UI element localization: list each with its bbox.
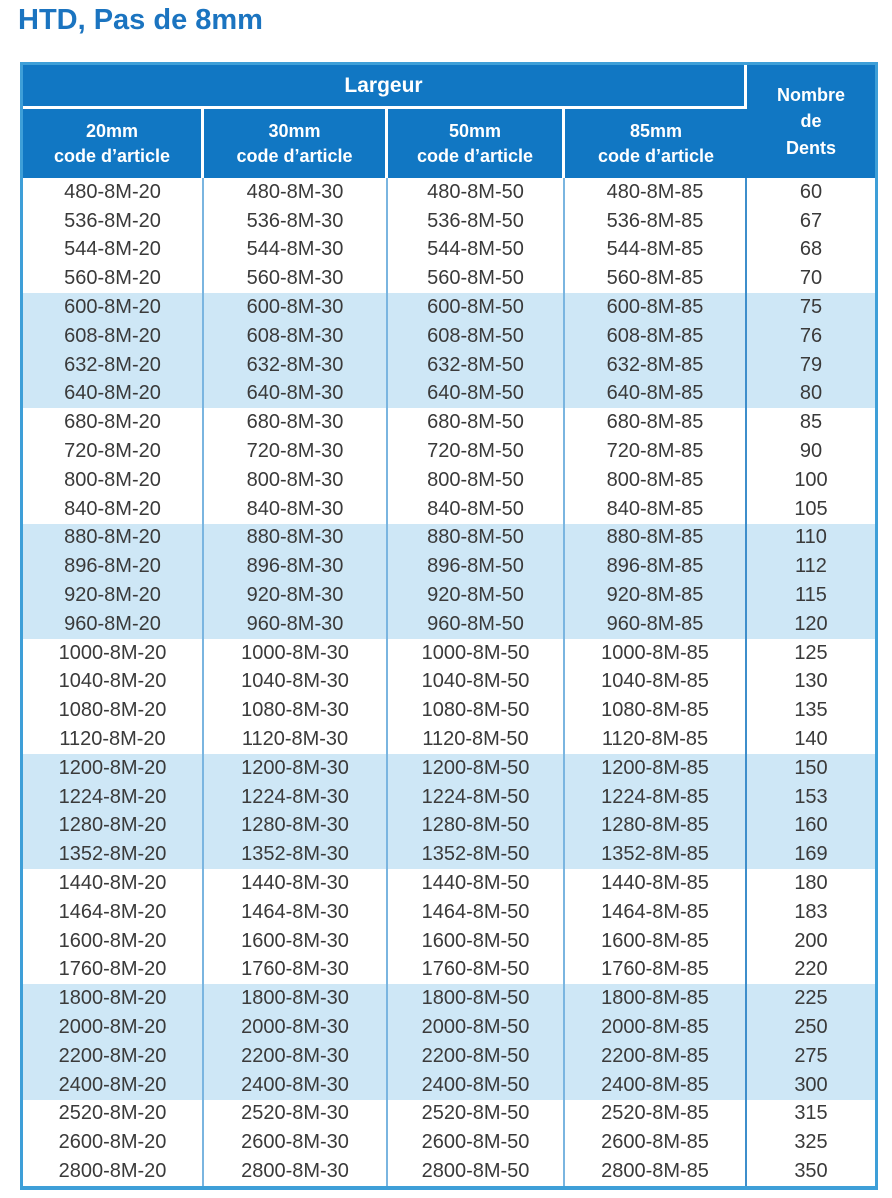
width-label: 50mm [448,121,502,142]
code-cell: 920-8M-30 [204,581,388,610]
code-cell: 2600-8M-85 [565,1128,747,1157]
code-cell: 2200-8M-85 [565,1042,747,1071]
table-row [23,236,875,265]
code-cell: 640-8M-85 [565,380,747,409]
dents-cell: 160 [747,812,875,841]
code-cell: 632-8M-30 [204,351,388,380]
code-cell: 2400-8M-30 [204,1071,388,1100]
dents-cell: 79 [747,351,875,380]
dents-cell: 220 [747,956,875,985]
code-cell: 560-8M-20 [23,264,204,293]
code-cell: 800-8M-30 [204,466,388,495]
dents-cell: 130 [747,668,875,697]
dents-cell: 75 [747,293,875,322]
subheader-cell-50mm [388,109,565,178]
width-label: 85mm [629,121,683,142]
code-cell: 536-8M-30 [204,207,388,236]
code-cell: 1200-8M-50 [388,754,565,783]
code-article-label: code d’article [597,145,715,166]
subheader-cell-20mm [23,109,204,178]
code-cell: 920-8M-50 [388,581,565,610]
dents-cell: 350 [747,1157,875,1186]
code-article-label: code d’article [53,145,171,166]
dents-cell: 120 [747,610,875,639]
code-cell: 800-8M-50 [388,466,565,495]
nombre-line-2: de [800,111,822,132]
code-cell: 1280-8M-50 [388,812,565,841]
dents-cell: 225 [747,984,875,1013]
code-cell: 2000-8M-20 [23,1013,204,1042]
code-cell: 1000-8M-50 [388,639,565,668]
code-cell: 960-8M-50 [388,610,565,639]
largeur-header-row [23,65,875,109]
code-cell: 1040-8M-30 [204,668,388,697]
code-cell: 1800-8M-20 [23,984,204,1013]
code-cell: 1464-8M-50 [388,898,565,927]
code-cell: 840-8M-20 [23,495,204,524]
code-cell: 720-8M-50 [388,437,565,466]
dents-cell: 115 [747,581,875,610]
code-cell: 720-8M-30 [204,437,388,466]
code-cell: 560-8M-85 [565,264,747,293]
code-cell: 1120-8M-20 [23,725,204,754]
code-cell: 1080-8M-30 [204,696,388,725]
dents-cell: 70 [747,264,875,293]
dents-cell: 105 [747,495,875,524]
code-cell: 1352-8M-85 [565,840,747,869]
code-cell: 1224-8M-85 [565,783,747,812]
code-cell: 2800-8M-20 [23,1157,204,1186]
code-cell: 2000-8M-30 [204,1013,388,1042]
dents-cell: 169 [747,840,875,869]
table-row [23,437,875,466]
code-cell: 544-8M-85 [565,236,747,265]
code-cell: 1600-8M-30 [204,927,388,956]
code-cell: 560-8M-50 [388,264,565,293]
code-cell: 720-8M-85 [565,437,747,466]
nombre-line-1: Nombre [776,85,845,106]
code-cell: 536-8M-85 [565,207,747,236]
code-cell: 1760-8M-20 [23,956,204,985]
dents-cell: 180 [747,869,875,898]
code-article-label: code d’article [416,145,534,166]
code-cell: 896-8M-85 [565,552,747,581]
page-title: HTD, Pas de 8mm [18,4,263,36]
code-cell: 1224-8M-50 [388,783,565,812]
code-cell: 640-8M-30 [204,380,388,409]
subheader-cell-30mm [204,109,388,178]
code-cell: 880-8M-30 [204,524,388,553]
code-cell: 608-8M-50 [388,322,565,351]
dents-cell: 112 [747,552,875,581]
dents-cell: 275 [747,1042,875,1071]
table-row [23,495,875,524]
dents-cell: 250 [747,1013,875,1042]
code-cell: 1120-8M-30 [204,725,388,754]
nombre-de-dents-header-cell [747,65,875,178]
code-cell: 536-8M-50 [388,207,565,236]
dents-cell: 68 [747,236,875,265]
code-cell: 2600-8M-50 [388,1128,565,1157]
code-cell: 2520-8M-20 [23,1100,204,1129]
code-cell: 1600-8M-20 [23,927,204,956]
code-cell: 1280-8M-30 [204,812,388,841]
table-row [23,696,875,725]
code-cell: 920-8M-85 [565,581,747,610]
code-cell: 480-8M-20 [23,178,204,207]
code-cell: 640-8M-20 [23,380,204,409]
code-cell: 2400-8M-85 [565,1071,747,1100]
code-cell: 1440-8M-50 [388,869,565,898]
code-cell: 680-8M-50 [388,408,565,437]
table-row [23,581,875,610]
code-cell: 2400-8M-20 [23,1071,204,1100]
code-cell: 600-8M-20 [23,293,204,322]
code-cell: 680-8M-20 [23,408,204,437]
dents-cell: 90 [747,437,875,466]
code-cell: 920-8M-20 [23,581,204,610]
code-cell: 1800-8M-30 [204,984,388,1013]
code-cell: 880-8M-50 [388,524,565,553]
code-cell: 1464-8M-30 [204,898,388,927]
table-row [23,1042,875,1071]
code-cell: 1352-8M-30 [204,840,388,869]
table-row [23,927,875,956]
table-row [23,610,875,639]
code-cell: 2520-8M-30 [204,1100,388,1129]
code-cell: 1040-8M-20 [23,668,204,697]
table-row [23,898,875,927]
code-cell: 680-8M-30 [204,408,388,437]
code-cell: 800-8M-85 [565,466,747,495]
code-cell: 1800-8M-85 [565,984,747,1013]
table-row [23,1013,875,1042]
code-cell: 640-8M-50 [388,380,565,409]
dents-cell: 153 [747,783,875,812]
code-cell: 1080-8M-85 [565,696,747,725]
table-row [23,725,875,754]
dents-cell: 200 [747,927,875,956]
dents-cell: 150 [747,754,875,783]
code-cell: 960-8M-30 [204,610,388,639]
code-cell: 1352-8M-20 [23,840,204,869]
code-cell: 720-8M-20 [23,437,204,466]
dents-cell: 85 [747,408,875,437]
code-cell: 544-8M-30 [204,236,388,265]
dents-cell: 110 [747,524,875,553]
code-cell: 880-8M-85 [565,524,747,553]
code-cell: 608-8M-85 [565,322,747,351]
dents-cell: 60 [747,178,875,207]
code-cell: 544-8M-50 [388,236,565,265]
table-row [23,956,875,985]
code-cell: 1080-8M-50 [388,696,565,725]
table-row [23,264,875,293]
code-cell: 600-8M-85 [565,293,747,322]
code-cell: 600-8M-50 [388,293,565,322]
code-cell: 1440-8M-20 [23,869,204,898]
code-cell: 480-8M-50 [388,178,565,207]
largeur-header-cell: Largeur [23,65,747,109]
code-cell: 1000-8M-20 [23,639,204,668]
code-cell: 2000-8M-85 [565,1013,747,1042]
code-cell: 1120-8M-50 [388,725,565,754]
code-cell: 1224-8M-20 [23,783,204,812]
code-cell: 1200-8M-30 [204,754,388,783]
table-row [23,783,875,812]
code-cell: 1464-8M-20 [23,898,204,927]
table-body [23,178,875,1186]
code-article-label: code d’article [236,145,353,166]
table-row [23,984,875,1013]
table-row [23,351,875,380]
width-label: 30mm [268,121,321,142]
code-cell: 800-8M-20 [23,466,204,495]
code-cell: 1280-8M-85 [565,812,747,841]
table-row [23,207,875,236]
code-cell: 2400-8M-50 [388,1071,565,1100]
code-cell: 1440-8M-30 [204,869,388,898]
code-cell: 960-8M-85 [565,610,747,639]
code-cell: 1080-8M-20 [23,696,204,725]
code-cell: 632-8M-50 [388,351,565,380]
table-row [23,754,875,783]
dents-cell: 140 [747,725,875,754]
table-row [23,466,875,495]
table-row [23,1100,875,1129]
belt-table [20,62,878,1190]
code-cell: 2600-8M-20 [23,1128,204,1157]
code-cell: 1760-8M-30 [204,956,388,985]
code-cell: 480-8M-30 [204,178,388,207]
code-cell: 608-8M-20 [23,322,204,351]
table-row [23,639,875,668]
code-cell: 680-8M-85 [565,408,747,437]
code-cell: 632-8M-85 [565,351,747,380]
subheader-cell-85mm [565,109,747,178]
table-row [23,524,875,553]
code-cell: 896-8M-30 [204,552,388,581]
code-cell: 1600-8M-85 [565,927,747,956]
code-cell: 2520-8M-85 [565,1100,747,1129]
code-cell: 536-8M-20 [23,207,204,236]
nombre-line-3: Dents [785,137,836,158]
code-cell: 2800-8M-50 [388,1157,565,1186]
code-cell: 2800-8M-30 [204,1157,388,1186]
code-cell: 632-8M-20 [23,351,204,380]
dents-cell: 76 [747,322,875,351]
code-cell: 840-8M-50 [388,495,565,524]
code-cell: 1352-8M-50 [388,840,565,869]
code-cell: 880-8M-20 [23,524,204,553]
table-row [23,812,875,841]
code-cell: 1760-8M-85 [565,956,747,985]
code-cell: 1600-8M-50 [388,927,565,956]
code-cell: 1200-8M-85 [565,754,747,783]
code-cell: 840-8M-30 [204,495,388,524]
dents-cell: 80 [747,380,875,409]
table-header [23,65,875,178]
code-cell: 896-8M-50 [388,552,565,581]
code-cell: 2200-8M-20 [23,1042,204,1071]
code-cell: 2520-8M-50 [388,1100,565,1129]
code-cell: 2200-8M-50 [388,1042,565,1071]
dents-cell: 67 [747,207,875,236]
table-row [23,552,875,581]
table-row [23,178,875,207]
code-cell: 896-8M-20 [23,552,204,581]
code-cell: 840-8M-85 [565,495,747,524]
dents-cell: 315 [747,1100,875,1129]
code-cell: 544-8M-20 [23,236,204,265]
code-cell: 1040-8M-50 [388,668,565,697]
table-row [23,668,875,697]
dents-cell: 183 [747,898,875,927]
dents-cell: 325 [747,1128,875,1157]
code-cell: 1200-8M-20 [23,754,204,783]
code-cell: 480-8M-85 [565,178,747,207]
code-cell: 1000-8M-85 [565,639,747,668]
code-cell: 2000-8M-50 [388,1013,565,1042]
dents-cell: 135 [747,696,875,725]
code-cell: 1224-8M-30 [204,783,388,812]
table-row [23,1128,875,1157]
table-row [23,1157,875,1186]
table-row [23,1071,875,1100]
code-cell: 2600-8M-30 [204,1128,388,1157]
code-cell: 1000-8M-30 [204,639,388,668]
code-cell: 600-8M-30 [204,293,388,322]
code-cell: 608-8M-30 [204,322,388,351]
code-cell: 1464-8M-85 [565,898,747,927]
table-row [23,322,875,351]
table-row [23,380,875,409]
table-row [23,840,875,869]
code-cell: 1040-8M-85 [565,668,747,697]
code-cell: 1120-8M-85 [565,725,747,754]
code-cell: 2200-8M-30 [204,1042,388,1071]
code-cell: 560-8M-30 [204,264,388,293]
code-cell: 1800-8M-50 [388,984,565,1013]
code-cell: 1760-8M-50 [388,956,565,985]
code-cell: 1440-8M-85 [565,869,747,898]
table-row [23,408,875,437]
table-row [23,293,875,322]
dents-cell: 300 [747,1071,875,1100]
table-row [23,869,875,898]
dents-cell: 125 [747,639,875,668]
width-label: 20mm [85,121,139,142]
code-cell: 1280-8M-20 [23,812,204,841]
code-cell: 960-8M-20 [23,610,204,639]
dents-cell: 100 [747,466,875,495]
code-cell: 2800-8M-85 [565,1157,747,1186]
